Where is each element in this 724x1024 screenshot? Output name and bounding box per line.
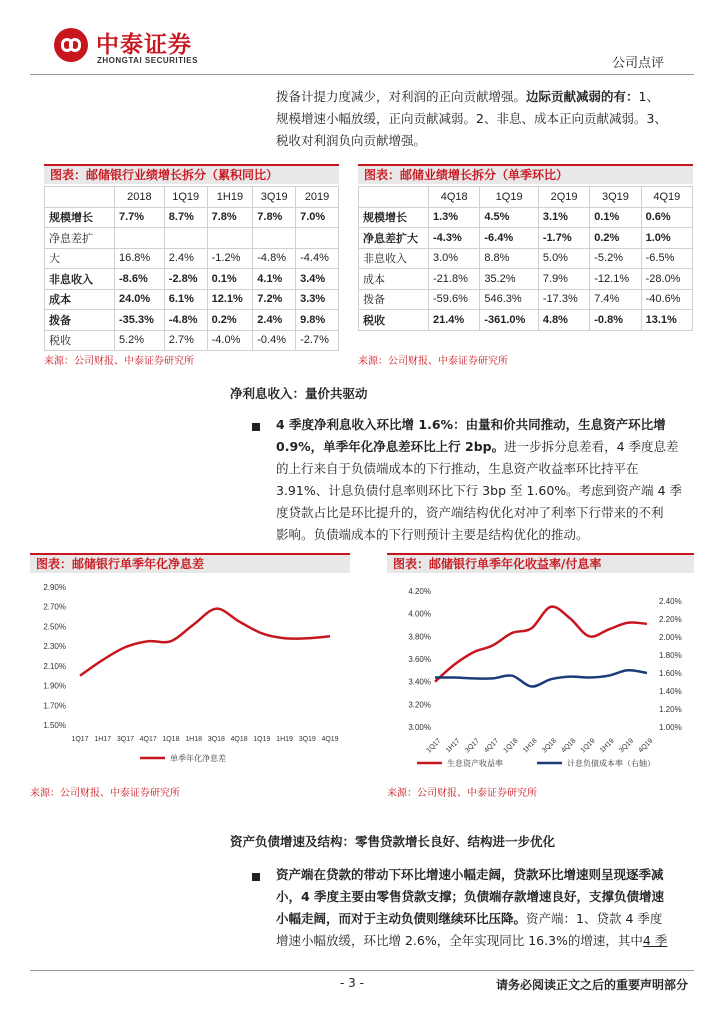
table-cell: 21.4%: [429, 310, 480, 331]
row-label: 拨备: [359, 289, 429, 310]
column-header: [359, 187, 429, 208]
column-header: 4Q19: [641, 187, 692, 208]
y-tick-label: 2.10%: [43, 661, 66, 671]
table-cell: 9.8%: [296, 310, 339, 331]
report-type: 公司点评: [611, 56, 664, 71]
table-cell: -4.8%: [253, 248, 296, 269]
table-row: [45, 248, 339, 269]
s2-line3-bold: 小幅走阔，而对于主动负债则继续环比压降。: [276, 911, 527, 926]
logo-text-en: ZHONGTAI SECURITIES: [97, 56, 198, 65]
y-tick-label: 1.90%: [43, 681, 66, 691]
table-cell: 6.1%: [164, 289, 207, 310]
table-cell: 4.8%: [538, 310, 589, 331]
table-cell: 35.2%: [480, 269, 539, 290]
row-label: 税收: [45, 330, 115, 351]
table-cell: 12.1%: [207, 289, 253, 310]
x-tick-label: 1H17: [94, 736, 112, 743]
table-cell: 8.7%: [164, 207, 207, 228]
table2-title: 图表：邮储业绩增长拆分（单季环比）: [358, 164, 693, 184]
logo-text-cn: 中泰证券: [96, 32, 192, 58]
table-cell: 5.2%: [115, 330, 165, 351]
table-row: [45, 207, 339, 228]
table-row: [45, 269, 339, 290]
table-cell: 3.1%: [538, 207, 589, 228]
table-cell: -40.6%: [641, 289, 692, 310]
section2-paragraph: [276, 864, 696, 952]
legend-label-yield: 生息资产收益率: [447, 759, 503, 768]
x-tick-label: 4Q18: [560, 737, 578, 755]
intro-paragraph: [276, 86, 696, 152]
table-cell: 7.8%: [253, 207, 296, 228]
chart2-source: 来源：公司财报、中泰证券研究所: [387, 788, 537, 799]
y-right-tick-label: 2.40%: [659, 597, 682, 606]
y-right-tick-label: 1.20%: [659, 705, 682, 714]
table-cell: -28.0%: [641, 269, 692, 290]
s1-line4: 3.91%、计息负债付息率则环比下行 3bp 至 1.60%。考虑到资产端 4 季: [276, 483, 683, 498]
table-cell: [164, 228, 207, 249]
table-row: [45, 228, 339, 249]
x-tick-label: 1Q19: [579, 737, 597, 755]
column-header: 2019: [296, 187, 339, 208]
table-header-row: [359, 187, 693, 208]
table-cell: 16.8%: [115, 248, 165, 269]
x-tick-label: 3Q17: [116, 736, 135, 743]
table-cell: 0.1%: [207, 269, 253, 290]
chart2-yield-cost: [387, 575, 694, 780]
x-tick-label: 1H19: [276, 736, 293, 743]
table-cell: 0.6%: [641, 207, 692, 228]
table-cell: -8.6%: [115, 269, 165, 290]
footer-divider: [30, 970, 694, 971]
table-row: [359, 310, 693, 331]
chart1-nim: [30, 575, 350, 780]
y-left-tick-label: 3.60%: [408, 655, 431, 664]
table-cell: 5.0%: [538, 248, 589, 269]
table-row: [45, 330, 339, 351]
table-cell: 7.9%: [538, 269, 589, 290]
column-header: 1Q19: [480, 187, 539, 208]
legend-label-cost: 计息负债成本率（右轴）: [567, 759, 655, 768]
y-tick-label: 2.50%: [43, 622, 66, 632]
section2-heading: 资产负债增速及结构：零售贷款增长良好、结构进一步优化: [230, 834, 556, 849]
table-cell: 2.4%: [253, 310, 296, 331]
table-row: [359, 289, 693, 310]
s2-line1: 资产端在贷款的带动下环比增速小幅走阔，贷款环比增速则呈现逐季减: [276, 867, 664, 882]
column-header: 4Q18: [429, 187, 480, 208]
s2-line3-rest: 资产端：1、贷款 4 季度: [526, 911, 663, 926]
x-tick-label: 3Q17: [463, 737, 482, 755]
y-left-tick-label: 3.00%: [408, 723, 431, 732]
s2-line2: 小，4 季度主要由零售贷款支撑；负债端存款增速良好，支撑负债增速: [276, 889, 665, 904]
y-right-tick-label: 1.00%: [659, 723, 682, 732]
table-cell: [253, 228, 296, 249]
y-left-tick-label: 3.20%: [408, 700, 431, 710]
table-cell: 4.1%: [253, 269, 296, 290]
table-cell: -0.8%: [590, 310, 641, 331]
x-tick-label: 1H17: [444, 737, 462, 755]
table-cell: -5.2%: [590, 248, 641, 269]
table-cell: -2.8%: [164, 269, 207, 290]
x-tick-label: 1Q19: [253, 736, 271, 743]
row-label: 税收: [359, 310, 429, 331]
section1-heading: 净利息收入：量价共驱动: [230, 386, 368, 401]
table-cell: 24.0%: [115, 289, 165, 310]
s1-line2-rest: 进一步拆分息差看，4 季度息差: [504, 439, 679, 454]
table-row: [359, 228, 693, 249]
x-tick-label: 3Q19: [618, 737, 636, 755]
table-cell: 7.7%: [115, 207, 165, 228]
table-cell: 1.3%: [429, 207, 480, 228]
y-right-tick-label: 1.60%: [659, 669, 682, 678]
table-row: [359, 248, 693, 269]
table-header-row: [45, 187, 339, 208]
column-header: 3Q19: [590, 187, 641, 208]
x-tick-label: 4Q17: [139, 736, 157, 743]
table-cell: -6.4%: [480, 228, 539, 249]
table-cell: -4.8%: [164, 310, 207, 331]
column-header: 1H19: [207, 187, 253, 208]
x-tick-label: 1H18: [521, 737, 539, 755]
x-tick-label: 1H19: [599, 737, 616, 755]
y-tick-label: 1.70%: [43, 701, 66, 711]
table-cell: [115, 228, 165, 249]
row-label: 大: [45, 248, 115, 269]
row-label: 净息差扩: [45, 228, 115, 249]
table-cell: -361.0%: [480, 310, 539, 331]
table-cell: [207, 228, 253, 249]
x-tick-label: 4Q19: [637, 737, 655, 755]
x-tick-label: 3Q18: [541, 737, 559, 755]
intro-line3: 税收对利润负向贡献增强。: [276, 133, 427, 148]
table-cell: -2.7%: [296, 330, 339, 351]
chart2-title: 图表：邮储银行单季年化收益率/付息率: [387, 553, 694, 573]
intro-line1c: 1、: [638, 89, 659, 104]
x-tick-label: 1H18: [185, 736, 203, 743]
row-label: 非息收入: [359, 248, 429, 269]
y-right-tick-label: 2.20%: [659, 615, 682, 624]
table1: [44, 186, 339, 351]
x-tick-label: 3Q18: [207, 736, 225, 743]
s1-line5: 度贷款占比是环比提升的，资产端结构优化对冲了利率下行带来的不利: [276, 505, 664, 520]
chart1-source: 来源：公司财报、中泰证券研究所: [30, 788, 180, 799]
y-tick-label: 2.70%: [43, 602, 66, 612]
x-tick-label: 4Q19: [321, 736, 339, 743]
table-cell: 0.1%: [590, 207, 641, 228]
page-header: [0, 0, 724, 80]
table-cell: -6.5%: [641, 248, 692, 269]
row-label: 成本: [45, 289, 115, 310]
s1-line1: 4 季度净利息收入环比增 1.6%：由量和价共同推动，生息资产环比增: [276, 417, 666, 432]
s2-line4a: 增速小幅放缓，环比增 2.6%，全年实现同比 16.3%的增速，其中: [276, 933, 643, 948]
s1-line3: 的上行来自于负债端成本的下行推动，生息资产收益率环比持平在: [276, 461, 639, 476]
s2-line4-link[interactable]: 4 季: [642, 933, 668, 948]
table-cell: 4.5%: [480, 207, 539, 228]
table-cell: 7.2%: [253, 289, 296, 310]
table2-source: 来源：公司财报、中泰证券研究所: [358, 356, 508, 367]
column-header: [45, 187, 115, 208]
table-cell: [296, 228, 339, 249]
section1-paragraph: [276, 414, 696, 546]
table2: [358, 186, 693, 331]
y-left-tick-label: 4.20%: [408, 587, 431, 596]
x-tick-label: 4Q18: [230, 736, 248, 743]
table-cell: -0.4%: [253, 330, 296, 351]
logo-icon: [54, 28, 88, 62]
table-cell: 0.2%: [590, 228, 641, 249]
table-cell: 2.7%: [164, 330, 207, 351]
table-row: [359, 207, 693, 228]
intro-line1b: 边际贡献减弱的有：: [526, 89, 639, 104]
header-divider: [30, 74, 694, 75]
column-header: 2018: [115, 187, 165, 208]
row-label: 非息收入: [45, 269, 115, 290]
table-cell: -1.7%: [538, 228, 589, 249]
table1-source: 来源：公司财报、中泰证券研究所: [44, 356, 194, 367]
y-left-tick-label: 3.80%: [408, 632, 431, 642]
x-tick-label: 1Q18: [162, 736, 180, 743]
series-line-yield: [435, 607, 647, 682]
x-tick-label: 4Q17: [483, 737, 501, 755]
table-cell: -17.3%: [538, 289, 589, 310]
s1-line2-bold: 0.9%，单季年化净息差环比上行 2bp。: [276, 439, 505, 454]
footer-disclaimer: 请务必阅读正文之后的重要声明部分: [495, 978, 688, 992]
table-row: [359, 269, 693, 290]
table-cell: 3.0%: [429, 248, 480, 269]
table-cell: -4.3%: [429, 228, 480, 249]
series-line: [80, 609, 330, 676]
bullet-icon: [252, 873, 260, 881]
legend-label: 单季年化净息差: [170, 754, 226, 763]
table-cell: -4.4%: [296, 248, 339, 269]
y-right-tick-label: 1.80%: [659, 651, 682, 660]
table-cell: 7.8%: [207, 207, 253, 228]
table-cell: -35.3%: [115, 310, 165, 331]
table-cell: 8.8%: [480, 248, 539, 269]
table-cell: 1.0%: [641, 228, 692, 249]
y-tick-label: 1.50%: [43, 721, 66, 730]
row-label: 净息差扩大: [359, 228, 429, 249]
x-tick-label: 1Q17: [425, 737, 443, 755]
x-tick-label: 1Q18: [502, 737, 520, 755]
table1-title: 图表：邮储银行业绩增长拆分（累积同比）: [44, 164, 339, 184]
y-left-tick-label: 3.40%: [408, 677, 431, 687]
column-header: 1Q19: [164, 187, 207, 208]
table-cell: 546.3%: [480, 289, 539, 310]
table-cell: 7.4%: [590, 289, 641, 310]
row-label: 规模增长: [359, 207, 429, 228]
y-right-tick-label: 2.00%: [659, 633, 682, 642]
row-label: 成本: [359, 269, 429, 290]
table-cell: 3.3%: [296, 289, 339, 310]
y-tick-label: 2.90%: [43, 583, 66, 592]
table-cell: 3.4%: [296, 269, 339, 290]
row-label: 规模增长: [45, 207, 115, 228]
table-cell: 2.4%: [164, 248, 207, 269]
table-cell: -59.6%: [429, 289, 480, 310]
column-header: 3Q19: [253, 187, 296, 208]
chart1-title: 图表：邮储银行单季年化净息差: [30, 553, 350, 573]
row-label: 拨备: [45, 310, 115, 331]
table-cell: 7.0%: [296, 207, 339, 228]
table-row: [45, 289, 339, 310]
page-number: - 3 -: [340, 976, 364, 990]
x-tick-label: 3Q19: [298, 736, 316, 743]
table-cell: 0.2%: [207, 310, 253, 331]
intro-line1a: 拨备计提力度减少，对利润的正向贡献增强。: [276, 89, 527, 104]
column-header: 2Q19: [538, 187, 589, 208]
x-tick-label: 1Q17: [71, 736, 89, 743]
y-tick-label: 2.30%: [43, 642, 66, 652]
intro-line2: 规模增速小幅放缓，正向贡献减弱。2、非息、成本正向贡献减弱。3、: [276, 111, 667, 126]
y-left-tick-label: 4.00%: [408, 609, 431, 619]
s1-line6: 影响。负债端成本的下行则预计主要是结构优化的推动。: [276, 527, 589, 542]
table-row: [45, 310, 339, 331]
y-right-tick-label: 1.40%: [659, 687, 682, 696]
table-cell: 13.1%: [641, 310, 692, 331]
table-cell: -1.2%: [207, 248, 253, 269]
bullet-icon: [252, 423, 260, 431]
series-line-cost: [435, 670, 647, 686]
table-cell: -4.0%: [207, 330, 253, 351]
table-cell: -21.8%: [429, 269, 480, 290]
table-cell: -12.1%: [590, 269, 641, 290]
